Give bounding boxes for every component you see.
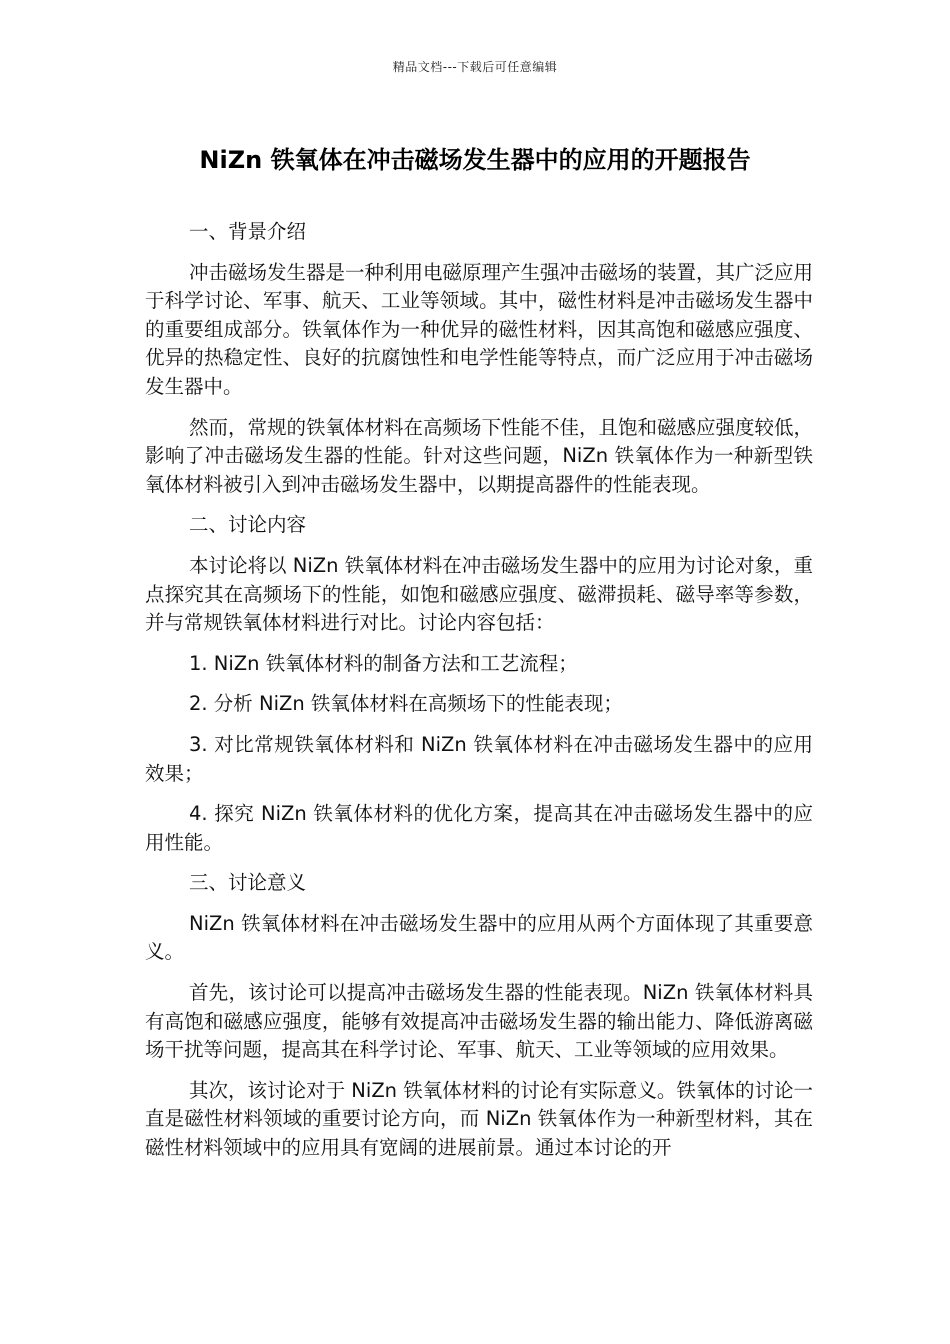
list-item: 2. 分析 NiZn 铁氧体材料在高频场下的性能表现； xyxy=(189,692,623,716)
list-item: 1. NiZn 铁氧体材料的制备方法和工艺流程； xyxy=(189,651,578,675)
page-title: NiZn 铁氧体在冲击磁场发生器中的应用的开题报告 xyxy=(199,146,751,174)
header-note: 精品文档---下载后可任意编辑 xyxy=(392,60,558,74)
document-body xyxy=(145,218,813,1175)
paragraph: 本讨论将以 NiZn 铁氧体材料在冲击磁场发生器中的应用为讨论对象，重点探究其在高频场下的性能，如饱和磁感应强度、磁滞损耗、磁导率等参数，并与常规铁氧体材料进行对比。讨论内容包括： xyxy=(145,553,813,635)
list-item: 3. 对比常规铁氧体材料和 NiZn 铁氧体材料在冲击磁场发生器中的应用效果； xyxy=(145,732,813,785)
paragraph: 然而，常规的铁氧体材料在高频场下性能不佳，且饱和磁感应强度较低，影响了冲击磁场发生器的性能。针对这些问题，NiZn 铁氧体作为一种新型铁氧体材料被引入到冲击磁场发生器中，以期提高器件的性能表现。 xyxy=(145,415,814,496)
list-item: 4. 探究 NiZn 铁氧体材料的优化方案，提高其在冲击磁场发生器中的应用性能。 xyxy=(145,802,813,854)
paragraph: 其次，该讨论对于 NiZn 铁氧体材料的讨论有实际意义。铁氧体的讨论一直是磁性材料领域的重要讨论方向，而 NiZn 铁氧体作为一种新型材料，其在磁性材料领域中的应用具有宽阔的进展前景。通过本讨论的开 xyxy=(145,1078,813,1160)
section-heading-background: 一、背景介绍 xyxy=(189,220,307,243)
paragraph: 首先，该讨论可以提高冲击磁场发生器的性能表现。NiZn 铁氧体材料具有高饱和磁感应强度，能够有效提高冲击磁场发生器的输出能力、降低游离磁场干扰等问题，提高其在科学讨论、军事、航天、工业等领域的应用效果。 xyxy=(145,981,813,1062)
paragraph: 冲击磁场发生器是一种利用电磁原理产生强冲击磁场的装置，其广泛应用于科学讨论、军事、航天、工业等领域。其中，磁性材料是冲击磁场发生器中的重要组成部分。铁氧体作为一种优异的磁性材料，因其高饱和磁感应强度、优异的热稳定性、良好的抗腐蚀性和电学性能等特点，而广泛应用于冲击磁场发生器中。 xyxy=(145,260,814,398)
section-heading-content: 二、讨论内容 xyxy=(189,513,307,537)
paragraph: NiZn 铁氧体材料在冲击磁场发生器中的应用从两个方面体现了其重要意义。 xyxy=(145,911,813,964)
section-heading-significance: 三、讨论意义 xyxy=(189,871,307,895)
